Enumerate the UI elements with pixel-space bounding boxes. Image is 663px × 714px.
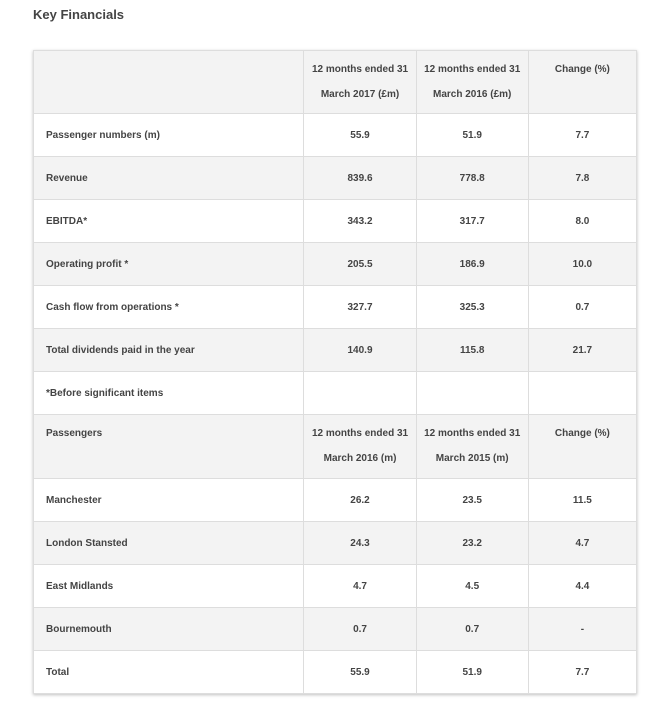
footnote: *Before significant items	[34, 372, 304, 415]
financials-header-2017: 12 months ended 31 March 2017 (£m)	[304, 51, 416, 114]
table-row	[34, 114, 637, 157]
passengers-header-label: Passengers	[34, 415, 304, 479]
value-2016: 115.8	[416, 329, 528, 372]
empty-cell	[528, 372, 636, 415]
value-2016: 51.9	[416, 114, 528, 157]
value-2017: 343.2	[304, 200, 416, 243]
row-label: Passenger numbers (m)	[34, 114, 304, 157]
passengers-2016: 4.7	[304, 565, 416, 608]
table-row	[34, 651, 637, 694]
change-value: 7.7	[528, 114, 636, 157]
page-title: Key Financials	[33, 7, 125, 22]
footnote-row	[34, 372, 637, 415]
table-row	[34, 565, 637, 608]
change-value: 7.7	[528, 651, 636, 694]
row-label: Total dividends paid in the year	[34, 329, 304, 372]
airport-label: East Midlands	[34, 565, 304, 608]
table-row	[34, 243, 637, 286]
passengers-header-2016: 12 months ended 31 March 2016 (m)	[304, 415, 416, 479]
passengers-header-2015: 12 months ended 31 March 2015 (m)	[416, 415, 528, 479]
table-row	[34, 157, 637, 200]
value-2017: 327.7	[304, 286, 416, 329]
value-2016: 325.3	[416, 286, 528, 329]
empty-cell	[416, 372, 528, 415]
airport-label: London Stansted	[34, 522, 304, 565]
airport-label: Total	[34, 651, 304, 694]
key-financials-table-container	[33, 50, 637, 694]
change-value: 11.5	[528, 479, 636, 522]
financials-header-label	[34, 51, 304, 114]
change-value: 7.8	[528, 157, 636, 200]
passengers-2015: 51.9	[416, 651, 528, 694]
value-2017: 205.5	[304, 243, 416, 286]
table-row	[34, 522, 637, 565]
table-row	[34, 329, 637, 372]
passengers-2016: 55.9	[304, 651, 416, 694]
change-value: 21.7	[528, 329, 636, 372]
passengers-2016: 26.2	[304, 479, 416, 522]
empty-cell	[304, 372, 416, 415]
row-label: EBITDA*	[34, 200, 304, 243]
value-2017: 140.9	[304, 329, 416, 372]
airport-label: Bournemouth	[34, 608, 304, 651]
change-value: 4.7	[528, 522, 636, 565]
key-financials-table	[33, 50, 637, 694]
change-value: -	[528, 608, 636, 651]
value-2017: 839.6	[304, 157, 416, 200]
financials-header-change: Change (%)	[528, 51, 636, 114]
table-row	[34, 286, 637, 329]
passengers-2015: 23.2	[416, 522, 528, 565]
change-value: 4.4	[528, 565, 636, 608]
row-label: Cash flow from operations *	[34, 286, 304, 329]
value-2016: 778.8	[416, 157, 528, 200]
table-row	[34, 200, 637, 243]
passengers-2016: 0.7	[304, 608, 416, 651]
table-row	[34, 608, 637, 651]
passengers-2015: 0.7	[416, 608, 528, 651]
passengers-2015: 23.5	[416, 479, 528, 522]
passengers-2015: 4.5	[416, 565, 528, 608]
airport-label: Manchester	[34, 479, 304, 522]
financials-header-row	[34, 51, 637, 114]
table-row	[34, 479, 637, 522]
passengers-header-row	[34, 415, 637, 479]
financials-header-2016: 12 months ended 31 March 2016 (£m)	[416, 51, 528, 114]
value-2016: 317.7	[416, 200, 528, 243]
change-value: 8.0	[528, 200, 636, 243]
value-2017: 55.9	[304, 114, 416, 157]
passengers-2016: 24.3	[304, 522, 416, 565]
row-label: Revenue	[34, 157, 304, 200]
change-value: 10.0	[528, 243, 636, 286]
row-label: Operating profit *	[34, 243, 304, 286]
value-2016: 186.9	[416, 243, 528, 286]
change-value: 0.7	[528, 286, 636, 329]
passengers-header-change: Change (%)	[528, 415, 636, 479]
